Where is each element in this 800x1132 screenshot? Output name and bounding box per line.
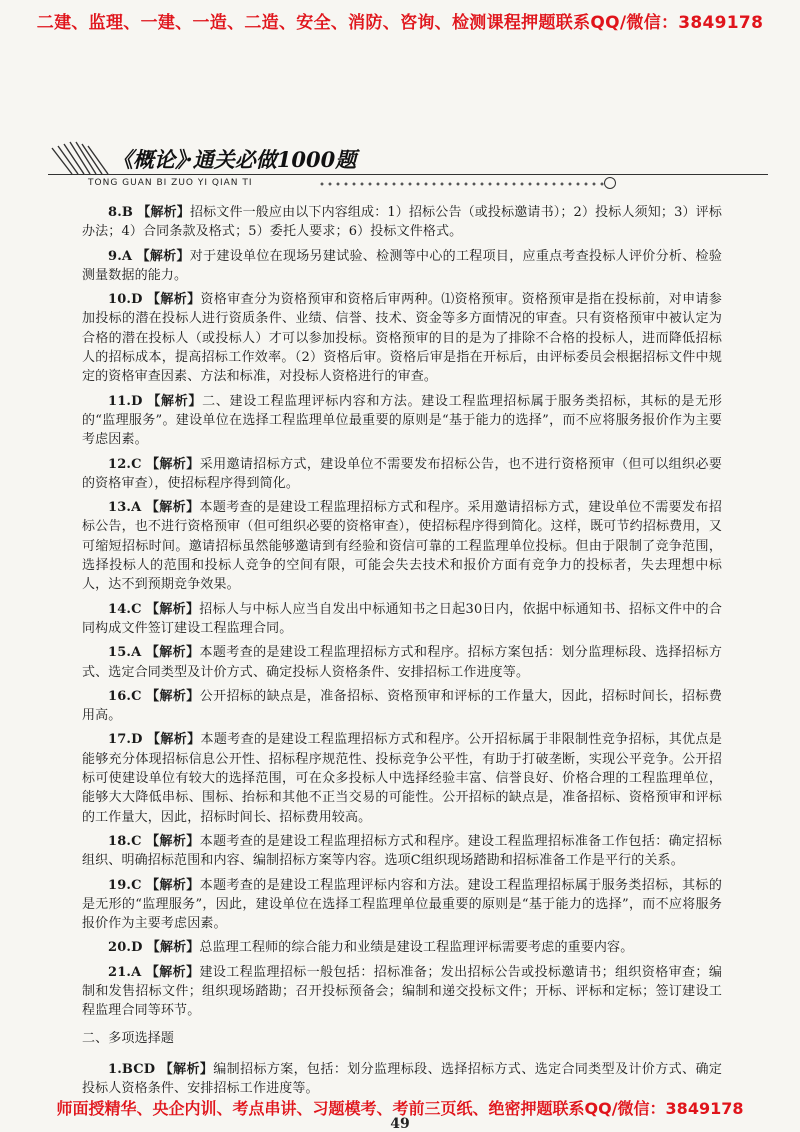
page-number: 49 xyxy=(390,1116,410,1132)
book-title: 《概论》·通关必做1000题 xyxy=(112,147,357,172)
answer-number: 17.D xyxy=(108,732,143,748)
answer-text: 本题考查的是建设工程监理招标方式和程序。采用邀请招标方式，建设单位不需要发布招标公告，也不进行资格预审（但可组织必要的资格审查），使招标程序得到简化。这样，既可节约招标费用，又可缩短招标时间。邀请招标虽然能够邀请到有经验和资信可靠的工程监理单位投标。但由于限制了竞争范围，选择投标人的范围和投标人竞争的空间有限，可能会失去技术和报价方面有竞争力的投标者，失去理想中标人，达不到预期竞争效果。 xyxy=(82,500,722,593)
analysis-tag: 【解析】 xyxy=(136,248,190,264)
answer-item xyxy=(82,247,722,286)
analysis-tag: 【解析】 xyxy=(147,732,201,748)
answer-number: 10.D xyxy=(108,292,143,308)
answer-text: 本题考查的是建设工程监理招标方式和程序。公开招标属于非限制性竞争招标，其优点是能够充分体现招标信息公开性、招标程序规范性、投标竞争公平性，有助于打破垄断，实现公平竞争。公开招标可使建设单位有较大的选择范围，可在众多投标人中选择经验丰富、信誉良好、价格合理的工程监理单位，能够大大降低串标、围标、抬标和其他不正当交易的可能性。公开招标的缺点是，准备招标、资格预审和评标的工作量大，因此，招标时间长、招标费用较高。 xyxy=(82,732,722,825)
answer-number: 19.C xyxy=(108,877,142,893)
answer-item xyxy=(82,392,722,450)
answer-item xyxy=(82,963,722,1021)
answer-item xyxy=(82,600,722,639)
answer-text: 招标文件一般应由以下内容组成：1）招标公告（或投标邀请书）；2）投标人须知；3）评标办法；4）合同条款及格式；5）委托人要求；6）投标文件格式。 xyxy=(82,205,722,240)
analysis-tag: 【解析】 xyxy=(145,500,200,516)
answer-number: 18.C xyxy=(108,833,142,849)
answer-number: 11.D xyxy=(108,393,143,409)
analysis-tag: 【解析】 xyxy=(147,292,201,308)
analysis-tag: 【解析】 xyxy=(146,940,200,956)
section-title: 二、多项选择题 xyxy=(82,1030,175,1046)
answer-number: 14.C xyxy=(108,601,142,617)
answer-content xyxy=(82,203,722,1103)
answer-text: 采用邀请招标方式，建设单位不需要发布招标公告，也不进行资格预审（但可以组织必要的资格审查），使招标程序得到简化。 xyxy=(82,456,722,491)
answer-text: 本题考查的是建设工程监理招标方式和程序。招标方案包括：划分监理标段、选择招标方式、选定合同类型及计价方式、确定投标人资格条件、安排招标工作进度等。 xyxy=(82,645,722,680)
analysis-tag: 【解析】 xyxy=(145,645,200,661)
analysis-tag: 【解析】 xyxy=(146,456,200,472)
analysis-tag: 【解析】 xyxy=(146,877,200,893)
analysis-tag: 【解析】 xyxy=(146,688,200,704)
answer-item xyxy=(82,938,722,957)
answer-text: 招标人与中标人应当自发出中标通知书之日起30日内，依据中标通知书、招标文件中的合同构成文件签订建设工程监理合同。 xyxy=(82,601,722,636)
answer-number: 16.C xyxy=(108,688,142,704)
analysis-tag: 【解析】 xyxy=(147,393,203,409)
answer-text: 二、建设工程监理评标内容和方法。建设工程监理招标属于服务类招标，其标的是无形的“监理服务”。建设单位在选择工程监理单位最重要的原则是“基于能力的选择”，而不应将服务报价作为主要考虑因素。 xyxy=(82,393,722,448)
answer-item xyxy=(82,290,722,386)
answer-text: 总监理工程师的综合能力和业绩是建设工程监理评标需要考虑的重要内容。 xyxy=(199,940,634,956)
answer-text: 对于建设单位在现场另建试验、检测等中心的工程项目，应重点考查投标人评价分析、检验测量数据的能力。 xyxy=(82,248,722,283)
answer-text: 本题考查的是建设工程监理招标方式和程序。建设工程监理招标准备工作包括：确定招标组织、明确招标范围和内容、编制招标方案等内容。选项C组织现场踏勘和招标准备工作是平行的关系。 xyxy=(82,833,722,869)
answer-item xyxy=(82,687,722,726)
analysis-tag: 【解析】 xyxy=(137,205,190,220)
top-promo-banner: 二建、监理、一建、一造、二造、安全、消防、咨询、检测课程押题联系QQ/微信：3849178 xyxy=(36,13,764,33)
header-rule xyxy=(48,174,768,175)
answer-item xyxy=(82,1060,722,1099)
answer-item xyxy=(82,455,722,494)
answer-text: 编制招标方案，包括：划分监理标段、选择招标方式、选定合同类型及计价方式、确定投标人资格条件、安排招标工作进度等。 xyxy=(82,1061,722,1097)
answer-item xyxy=(82,643,722,682)
analysis-tag: 【解析】 xyxy=(146,833,200,849)
answer-number: 8.B xyxy=(108,205,134,220)
analysis-tag: 【解析】 xyxy=(159,1061,214,1077)
answer-item xyxy=(82,832,722,871)
answer-item xyxy=(82,730,722,826)
answer-number: 12.C xyxy=(108,456,142,472)
analysis-tag: 【解析】 xyxy=(146,601,200,617)
answer-text: 本题考查的是建设工程监理评标内容和方法。建设工程监理招标属于服务类招标，其标的是无形的“监理服务”，因此，建设单位在选择工程监理单位最重要的原则是“基于能力的选择”，而不应将服务报价作为主要考虑因素。 xyxy=(82,877,722,932)
answer-item xyxy=(82,876,722,934)
book-subtitle: TONG GUAN BI ZUO YI QIAN TI xyxy=(84,178,257,188)
bottom-promo-banner: 师面授精华、央企内训、考点串讲、习题模考、考前三页纸、绝密押题联系QQ/微信：3849178 xyxy=(56,1099,744,1118)
answer-text: 资格审查分为资格预审和资格后审两种。⑴资格预审。资格预审是指在投标前，对申请参加投标的潜在投标人进行资质条件、业绩、信誉、技术、资金等多方面情况的审查。只有资格预审中被认定为合格的潜在投标人（或投标人）才可以参加投标。资格预审的目的是为了排除不合格的投标人，进而降低招标人的招标成本，提高招标工作效率。（2）资格后审。资格后审是指在开标后，由评标委员会根据招标文件中规定的资格审查因素、方法和标准，对投标人资格进行的审查。 xyxy=(82,292,722,385)
header-dotted-line xyxy=(318,181,608,187)
answer-item xyxy=(82,498,722,594)
header-circle-icon xyxy=(604,177,616,189)
answer-number: 13.A xyxy=(108,500,142,516)
answer-text: 公开招标的缺点是，准备招标、资格预审和评标的工作量大，因此，招标时间长，招标费用高。 xyxy=(82,688,722,724)
analysis-tag: 【解析】 xyxy=(145,964,200,980)
answer-text: 建设工程监理招标一般包括：招标准备；发出招标公告或投标邀请书；组织资格审查；编制和发售招标文件；组织现场踏勘；召开投标预备会；编制和递交投标文件；开标、评标和定标；签订建设工程监理合同等环节。 xyxy=(82,964,722,1019)
answer-number: 15.A xyxy=(108,645,142,661)
book-header xyxy=(48,140,768,190)
answer-number: 9.A xyxy=(108,248,133,264)
answer-item xyxy=(82,203,722,242)
answer-number: 21.A xyxy=(108,964,142,980)
answer-number: 1.BCD xyxy=(108,1061,156,1077)
answer-number: 20.D xyxy=(108,940,143,956)
